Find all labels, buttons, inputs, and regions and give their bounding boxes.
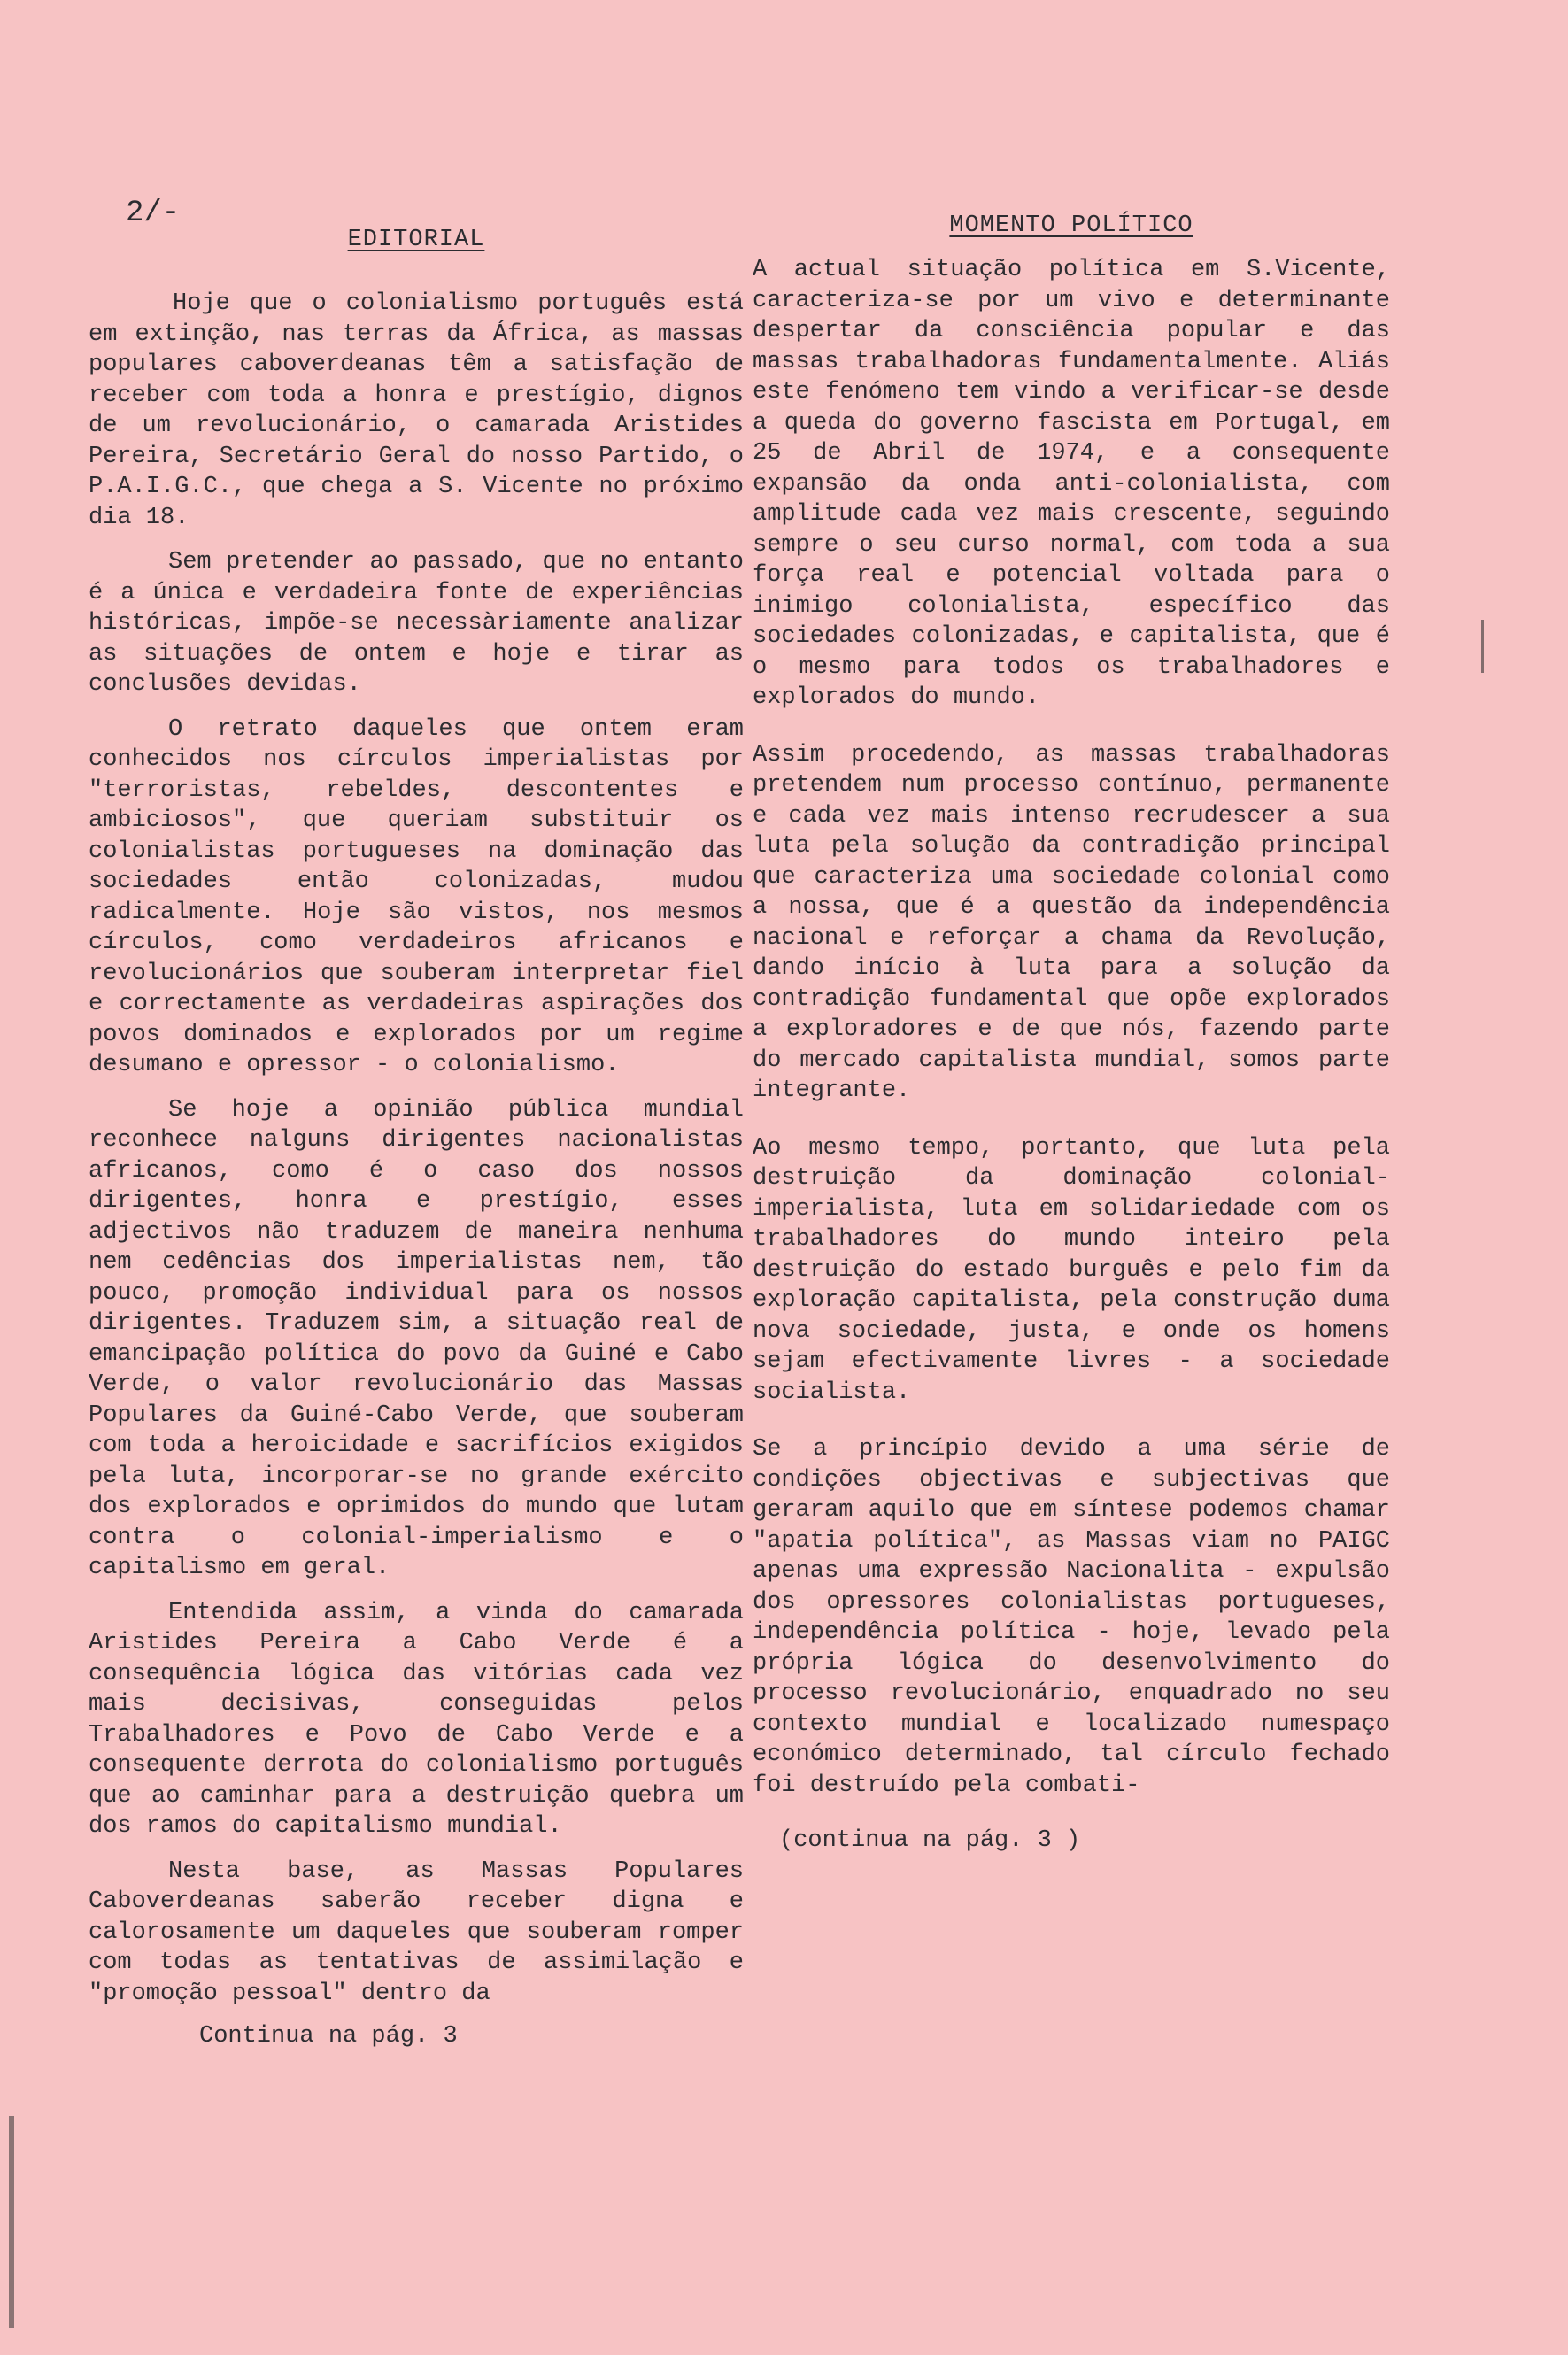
editorial-paragraph-6: Nesta base, as Massas Populares Caboverdeanas saberão receber digna e calorosamente um daqueles que souberam romper com todas as tentativas de assimilação e "promoção pessoal" dentro da [89,1857,744,2007]
editorial-paragraph-1: Hoje que o colonialismo português está em extinção, nas terras da África, as massas populares caboverdeanas têm a satisfação de receber com toda a honra e prestígio, dignos de um revolucionário, o camarada Aristides Pereira, Secretário Geral do nosso Partido, o P.A.I.G.C., que chega a S. Vicente no próximo dia 18. [89,290,744,531]
margin-mark [1481,620,1484,673]
momento-paragraph-2: Assim procedendo, as massas trabalhadoras pretendem num processo contínuo, permanente e cada vez mais intenso recrudescer a sua luta pela solução da contradição principal que caracteriza uma sociedade colonial como a nossa, que é a questão da independência nacional e reforçar a chama da Revolução, dando início à luta para a solução da contradição fundamental que opõe explorados a exploradores e de que nós, fazendo parte do mercado capitalista mundial, somos parte integrante. [753,741,1390,1104]
momento-paragraph-3: Ao mesmo tempo, portanto, que luta pela destruição da dominação colonial-imperialista, luta em solidariedade com os trabalhadores do mundo inteiro pela destruição do estado burguês e pelo fim da exploração capitalista, pela construção duma nova sociedade, justa, e onde os homens sejam efectivamente livres - a sociedade socialista. [753,1134,1390,1406]
editorial-paragraph-4: Se hoje a opinião pública mundial reconhece nalguns dirigentes nacionalistas africanos, como é o caso dos nossos dirigentes, honra e prestígio, esses adjectivos não traduzem de maneira nenhuma nem cedências dos imperialistas nem, tão pouco, promoção individual para os nossos dirigentes. Traduzem sim, a situação real de emancipação política do povo da Guiné e Cabo Verde, o valor revolucionário das Massas Populares da Guiné-Cabo Verde, que souberam com toda a heroicidade e sacrifícios exigidos pela luta, incorporar-se no grande exército dos explorados e oprimidos do mundo que lutam contra o colonial-imperialismo e o capitalismo em geral. [89,1096,744,1581]
editorial-title: EDITORIAL [347,227,485,253]
editorial-column [89,227,744,2050]
editorial-paragraph-2: Sem pretender ao passado, que no entanto é a única e verdadeira fonte de experiências históricas, impõe-se necessàriamente analizar as situações de ontem e hoje e tirar as conclusões devidas. [89,549,744,698]
editorial-paragraph-3: O retrato daqueles que ontem eram conhecidos nos círculos imperialistas por "terroristas, rebeldes, descontentes e ambiciosos", que queriam substituir os colonialistas portugueses na dominação das sociedades então colonizadas, mudou radicalmente. Hoje são vistos, nos mesmos círculos, como verdadeiros africanos e revolucionários que souberam interpretar fiel e correctamente as verdadeiras aspirações dos povos dominados e explorados por um regime desumano e opressor - o colonialismo. [89,715,744,1078]
momento-paragraph-1: A actual situação política em S.Vicente, caracteriza-se por um vivo e determinante despertar da consciência popular e das massas trabalhadoras fundamentalmente. Aliás este fenómeno tem vindo a verificar-se desde a queda do governo fascista em Portugal, em 25 de Abril de 1974, e a consequente expansão da onda anti-colonialista, com amplitude cada vez mais crescente, seguindo sempre o seu curso normal, com toda a sua força real e potencial voltada para o inimigo colonialista, específico das sociedades colonizadas, e capitalista, que é o mesmo para todos os trabalhadores e explorados do mundo. [753,257,1390,711]
scan-edge-mark [9,2116,14,2328]
momento-politico-title: MOMENTO POLÍTICO [949,212,1193,239]
page-number: 2/- [126,197,181,230]
momento-politico-column [753,212,1390,1854]
editorial-paragraph-5: Entendida assim, a vinda do camarada Aristides Pereira a Cabo Verde é a consequência lógica das vitórias cada vez mais decisivas, conseguidas pelos Trabalhadores e Povo de Cabo Verde e a consequente derrota do colonialismo português que ao caminhar para a destruição quebra um dos ramos do capitalismo mundial. [89,1599,744,1840]
momento-continues: (continua na pág. 3 ) [779,1827,1081,1854]
momento-paragraph-4: Se a princípio devido a uma série de condições objectivas e subjectivas que geraram aquilo que em síntese podemos chamar "apatia política", as Massas viam no PAIGC apenas uma expressão Nacionalita - expulsão dos opressores colonialistas portugueses, independência política - hoje, levado pela própria lógica do desenvolvimento do processo revolucionário, enquadrado no seu contexto mundial e localizado numespaço económico determinado, tal círculo fechado foi destruído pela combati- [753,1436,1390,1799]
editorial-continues: Continua na pág. 3 [199,2023,458,2050]
